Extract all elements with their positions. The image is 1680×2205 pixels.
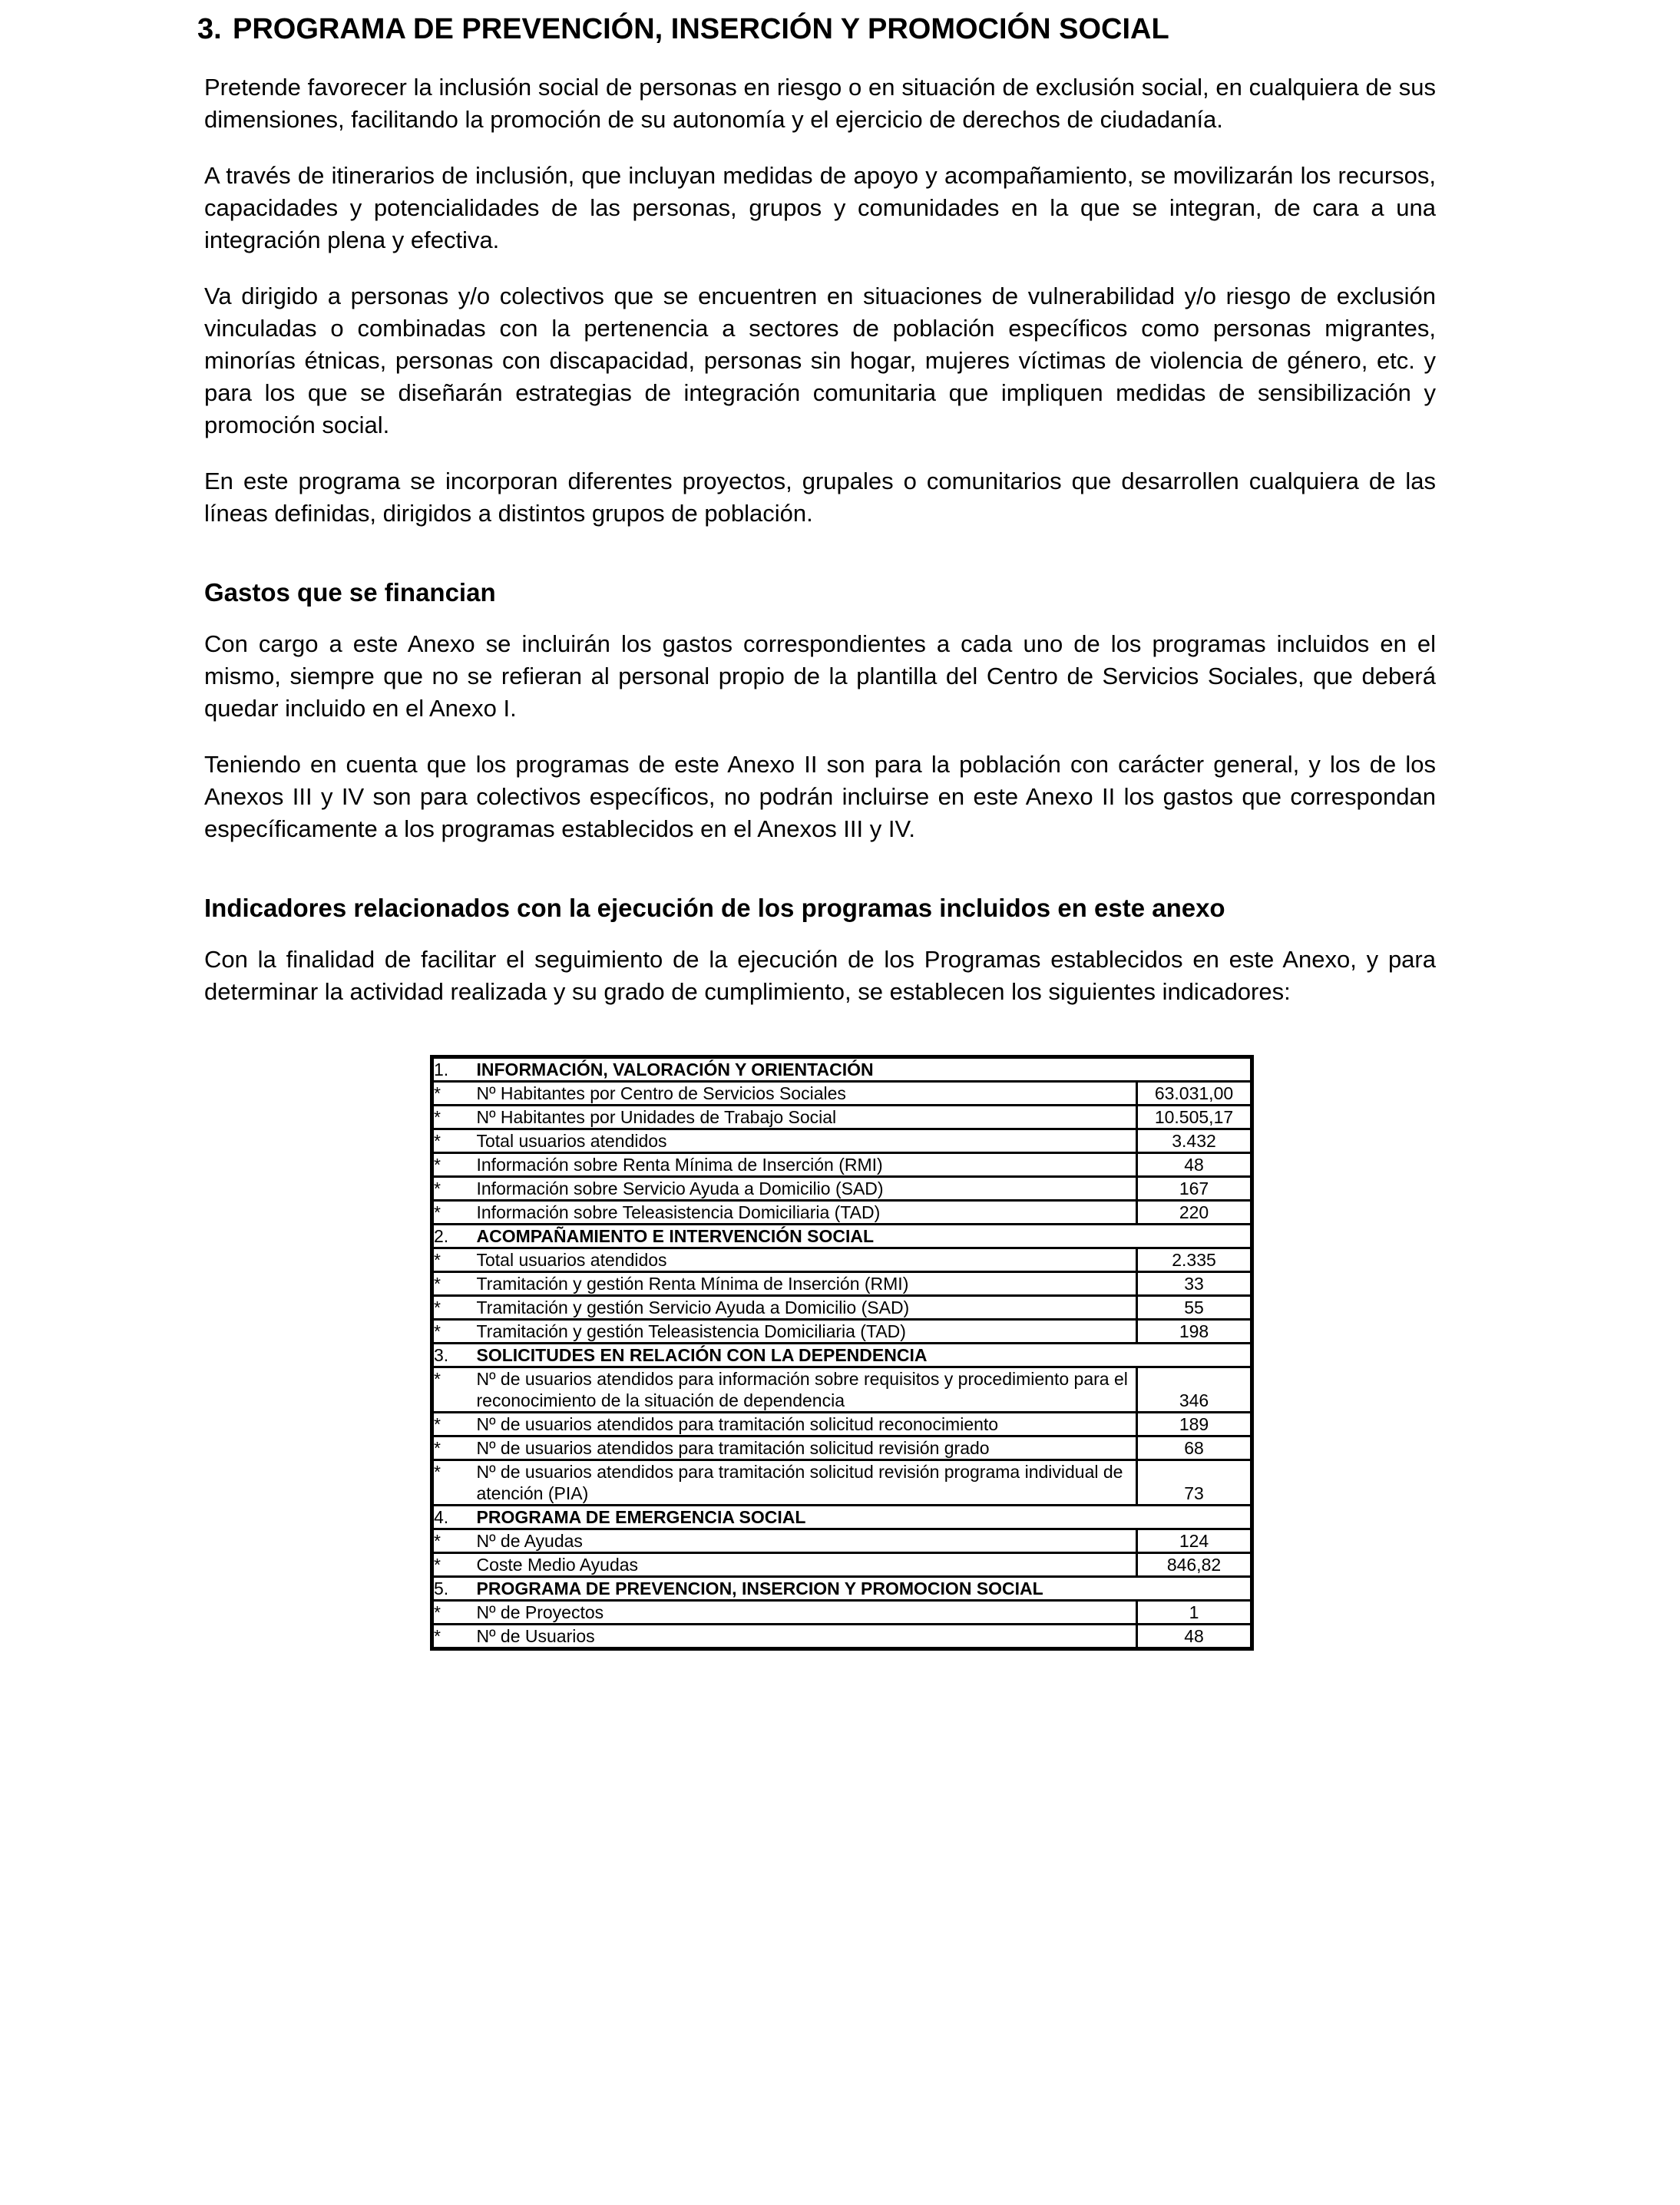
row-value: 48 xyxy=(1137,1153,1252,1177)
row-marker: * xyxy=(432,1367,477,1413)
row-value: 189 xyxy=(1137,1413,1252,1436)
table-row xyxy=(432,1625,1252,1649)
section-title: INFORMACIÓN, VALORACIÓN Y ORIENTACIÓN xyxy=(477,1057,1252,1082)
row-marker: * xyxy=(432,1553,477,1577)
row-marker: * xyxy=(432,1177,477,1201)
table-row xyxy=(432,1460,1252,1506)
page-title-number: 3. xyxy=(197,13,222,45)
row-label: Nº de Ayudas xyxy=(477,1529,1137,1553)
row-marker: * xyxy=(432,1272,477,1296)
table-section-header-row xyxy=(432,1577,1252,1601)
table-row xyxy=(432,1529,1252,1553)
indicators-table-body xyxy=(432,1057,1252,1649)
row-value: 198 xyxy=(1137,1320,1252,1344)
row-marker: * xyxy=(432,1082,477,1106)
row-label: Tramitación y gestión Servicio Ayuda a Domicilio (SAD) xyxy=(477,1296,1137,1320)
row-marker: * xyxy=(432,1460,477,1506)
row-marker: * xyxy=(432,1153,477,1177)
row-value: 63.031,00 xyxy=(1137,1082,1252,1106)
table-row xyxy=(432,1367,1252,1413)
row-label: Tramitación y gestión Teleasistencia Domiciliaria (TAD) xyxy=(477,1320,1137,1344)
paragraph: Va dirigido a personas y/o colectivos que se encuentren en situaciones de vulnerabilidad y/o riesgo de exclusión vinculadas o combinadas con la pertenencia a sectores de población específicos como personas migrantes, minorías étnicas, personas con discapacidad, personas sin hogar, mujeres víctimas de violencia de género, etc. y para los que se diseñarán estrategias de integración comunitaria que impliquen medidas de sensibilización y promoción social. xyxy=(204,283,1436,438)
section-heading-indicadores: Indicadores relacionados con la ejecución de los programas incluidos en este anexo xyxy=(204,894,1225,922)
table-section-header-row xyxy=(432,1225,1252,1248)
row-value: 3.432 xyxy=(1137,1129,1252,1153)
row-value: 846,82 xyxy=(1137,1553,1252,1577)
section-number: 4. xyxy=(432,1506,477,1529)
row-label: Tramitación y gestión Renta Mínima de Inserción (RMI) xyxy=(477,1272,1137,1296)
paragraph: A través de itinerarios de inclusión, que incluyan medidas de apoyo y acompañamiento, se movilizarán los recursos, capacidades y potencialidades de las personas, grupos y comunidades en la que se integran, de cara a una integración plena y efectiva. xyxy=(204,162,1436,253)
section-title: PROGRAMA DE EMERGENCIA SOCIAL xyxy=(477,1506,1252,1529)
row-label: Nº de usuarios atendidos para tramitación solicitud revisión programa individual de atención (PIA) xyxy=(477,1460,1137,1506)
row-marker: * xyxy=(432,1529,477,1553)
paragraph: Con cargo a este Anexo se incluirán los gastos correspondientes a cada uno de los programas incluidos en el mismo, siempre que no se refieran al personal propio de la plantilla del Centro de Servicios Sociales, que deberá quedar incluido en el Anexo I. xyxy=(204,630,1436,722)
table-row xyxy=(432,1177,1252,1201)
row-value: 124 xyxy=(1137,1529,1252,1553)
row-value: 73 xyxy=(1137,1460,1252,1506)
row-label: Nº Habitantes por Unidades de Trabajo Social xyxy=(477,1106,1137,1129)
table-section-header-row xyxy=(432,1344,1252,1367)
row-label: Información sobre Teleasistencia Domiciliaria (TAD) xyxy=(477,1201,1137,1225)
row-label: Nº de Usuarios xyxy=(477,1625,1137,1649)
table-row xyxy=(432,1436,1252,1460)
table-row xyxy=(432,1601,1252,1625)
section-number: 2. xyxy=(432,1225,477,1248)
section-number: 1. xyxy=(432,1057,477,1082)
row-marker: * xyxy=(432,1320,477,1344)
row-label: Información sobre Renta Mínima de Inserción (RMI) xyxy=(477,1153,1137,1177)
table-row xyxy=(432,1201,1252,1225)
paragraph: Teniendo en cuenta que los programas de este Anexo II son para la población con carácter general, y los de los Anexos III y IV son para colectivos específicos, no podrán incluirse en este Anexo II los gastos que correspondan específicamente a los programas establecidos en el Anexos III y IV. xyxy=(204,751,1436,842)
page-title xyxy=(197,12,1436,46)
row-label: Nº de usuarios atendidos para tramitación solicitud reconocimiento xyxy=(477,1413,1137,1436)
paragraph: Con la finalidad de facilitar el seguimiento de la ejecución de los Programas establecidos en este Anexo, y para determinar la actividad realizada y su grado de cumplimiento, se establecen los siguientes indicadores: xyxy=(204,946,1436,1005)
row-marker: * xyxy=(432,1601,477,1625)
section-title: SOLICITUDES EN RELACIÓN CON LA DEPENDENCIA xyxy=(477,1344,1252,1367)
table-row xyxy=(432,1106,1252,1129)
section-heading-gastos: Gastos que se financian xyxy=(204,578,496,607)
row-marker: * xyxy=(432,1625,477,1649)
row-marker: * xyxy=(432,1413,477,1436)
row-label: Total usuarios atendidos xyxy=(477,1129,1137,1153)
row-marker: * xyxy=(432,1436,477,1460)
row-value: 68 xyxy=(1137,1436,1252,1460)
row-value: 48 xyxy=(1137,1625,1252,1649)
indicators-table xyxy=(430,1055,1254,1651)
row-label: Coste Medio Ayudas xyxy=(477,1553,1137,1577)
row-value: 220 xyxy=(1137,1201,1252,1225)
row-label: Información sobre Servicio Ayuda a Domicilio (SAD) xyxy=(477,1177,1137,1201)
row-value: 55 xyxy=(1137,1296,1252,1320)
section-number: 5. xyxy=(432,1577,477,1601)
paragraph: Pretende favorecer la inclusión social de personas en riesgo o en situación de exclusión social, en cualquiera de sus dimensiones, facilitando la promoción de su autonomía y el ejercicio de derechos de ciudadanía. xyxy=(204,74,1436,133)
row-marker: * xyxy=(432,1296,477,1320)
row-value: 346 xyxy=(1137,1367,1252,1413)
table-row xyxy=(432,1413,1252,1436)
row-label: Nº de Proyectos xyxy=(477,1601,1137,1625)
row-marker: * xyxy=(432,1248,477,1272)
row-label: Nº de usuarios atendidos para información sobre requisitos y procedimiento para el reconocimiento de la situación de dependencia xyxy=(477,1367,1137,1413)
paragraph: En este programa se incorporan diferentes proyectos, grupales o comunitarios que desarrollen cualquiera de las líneas definidas, dirigidos a distintos grupos de población. xyxy=(204,468,1436,527)
row-value: 10.505,17 xyxy=(1137,1106,1252,1129)
table-row xyxy=(432,1272,1252,1296)
table-row xyxy=(432,1320,1252,1344)
row-value: 1 xyxy=(1137,1601,1252,1625)
page-title-text: PROGRAMA DE PREVENCIÓN, INSERCIÓN Y PROMOCIÓN SOCIAL xyxy=(233,13,1169,45)
row-value: 167 xyxy=(1137,1177,1252,1201)
section-title: PROGRAMA DE PREVENCION, INSERCION Y PROMOCION SOCIAL xyxy=(477,1577,1252,1601)
table-row xyxy=(432,1153,1252,1177)
row-label: Nº Habitantes por Centro de Servicios Sociales xyxy=(477,1082,1137,1106)
table-section-header-row xyxy=(432,1506,1252,1529)
table-section-header-row xyxy=(432,1057,1252,1082)
row-value: 33 xyxy=(1137,1272,1252,1296)
section-title: ACOMPAÑAMIENTO E INTERVENCIÓN SOCIAL xyxy=(477,1225,1252,1248)
table-row xyxy=(432,1296,1252,1320)
section-number: 3. xyxy=(432,1344,477,1367)
row-label: Nº de usuarios atendidos para tramitación solicitud revisión grado xyxy=(477,1436,1137,1460)
row-marker: * xyxy=(432,1106,477,1129)
table-row xyxy=(432,1082,1252,1106)
table-row xyxy=(432,1248,1252,1272)
row-marker: * xyxy=(432,1129,477,1153)
row-label: Total usuarios atendidos xyxy=(477,1248,1137,1272)
table-row xyxy=(432,1553,1252,1577)
table-row xyxy=(432,1129,1252,1153)
row-marker: * xyxy=(432,1201,477,1225)
row-value: 2.335 xyxy=(1137,1248,1252,1272)
